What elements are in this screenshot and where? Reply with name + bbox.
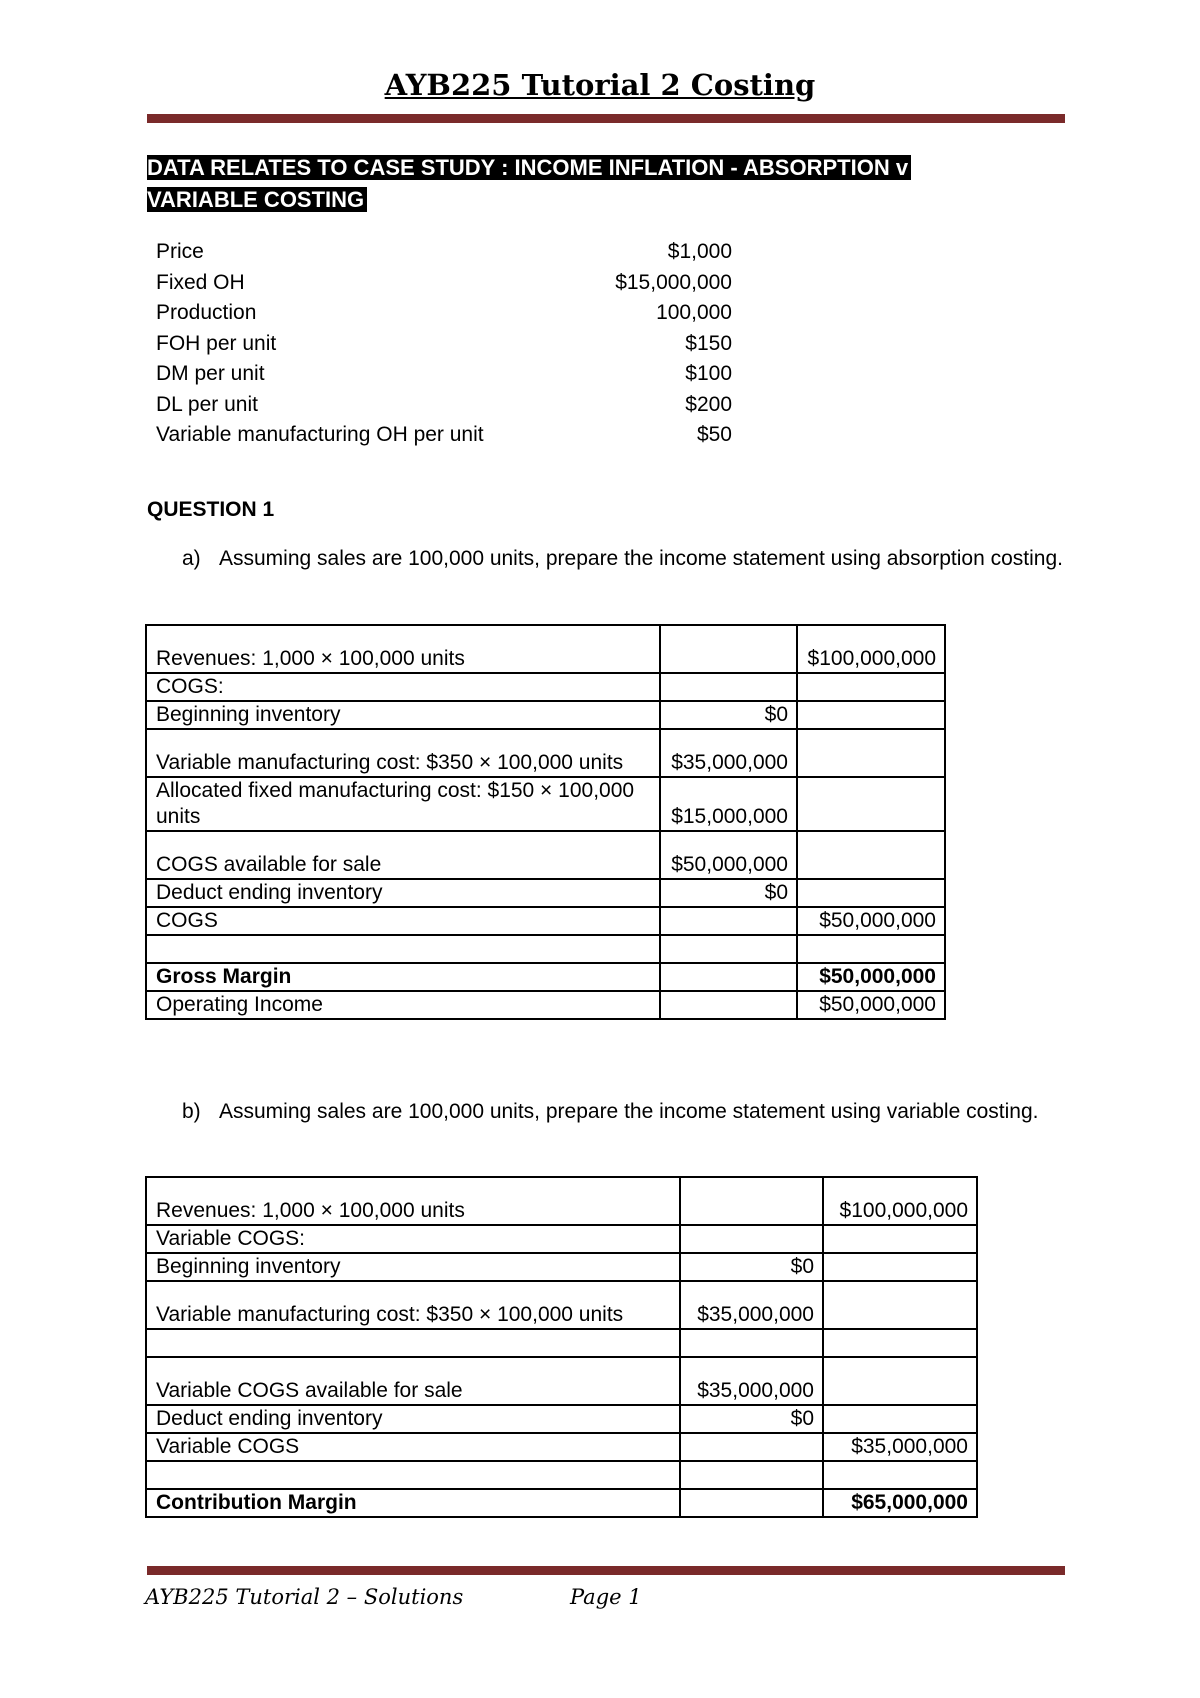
data-label: DL per unit bbox=[156, 392, 258, 416]
data-value: $100 bbox=[685, 362, 732, 385]
subtotal-cell bbox=[660, 935, 797, 963]
table-row bbox=[146, 701, 945, 729]
absorption-income-statement bbox=[145, 624, 946, 1020]
page-title bbox=[0, 66, 1200, 104]
table-row bbox=[146, 1357, 977, 1405]
row-label-cell: Gross Margin bbox=[146, 963, 660, 991]
subtotal-cell: $35,000,000 bbox=[660, 729, 797, 777]
data-value: 100,000 bbox=[656, 301, 732, 324]
data-row-dm-per-unit bbox=[156, 359, 732, 390]
part-a-text: Assuming sales are 100,000 units, prepare the income statement using absorption costing. bbox=[219, 547, 1063, 570]
banner-line-1: DATA RELATES TO CASE STUDY : INCOME INFLATION - ABSORPTION v bbox=[147, 155, 911, 180]
data-row-fixed-oh bbox=[156, 268, 732, 299]
total-cell bbox=[797, 701, 945, 729]
data-row-price bbox=[156, 237, 732, 268]
subtotal-cell: $0 bbox=[660, 701, 797, 729]
row-label-cell: COGS available for sale bbox=[146, 831, 660, 879]
row-label-cell: Revenues: 1,000 × 100,000 units bbox=[146, 1177, 680, 1225]
total-cell: $50,000,000 bbox=[797, 963, 945, 991]
header-rule bbox=[147, 114, 1065, 123]
table-row bbox=[146, 1225, 977, 1253]
row-label-cell: Variable manufacturing cost: $350 × 100,000 units bbox=[146, 729, 660, 777]
row-label-cell: Beginning inventory bbox=[146, 1253, 680, 1281]
banner-line-2: VARIABLE COSTING bbox=[147, 187, 367, 212]
data-row-dl-per-unit bbox=[156, 390, 732, 421]
data-row-foh-per-unit bbox=[156, 329, 732, 360]
subtotal-cell bbox=[680, 1433, 823, 1461]
subtotal-cell: $35,000,000 bbox=[680, 1281, 823, 1329]
subtotal-cell bbox=[660, 963, 797, 991]
table-row bbox=[146, 625, 945, 673]
row-label-cell: Deduct ending inventory bbox=[146, 1405, 680, 1433]
table-row bbox=[146, 1405, 977, 1433]
table-row bbox=[146, 1433, 977, 1461]
footer-title: AYB225 Tutorial 2 – Solutions bbox=[145, 1585, 464, 1609]
subtotal-cell bbox=[680, 1461, 823, 1489]
total-cell: $35,000,000 bbox=[823, 1433, 977, 1461]
subtotal-cell bbox=[680, 1489, 823, 1517]
row-label-cell: Variable COGS: bbox=[146, 1225, 680, 1253]
data-label: Production bbox=[156, 301, 257, 324]
question-part-a bbox=[182, 544, 1079, 573]
row-label-cell bbox=[146, 935, 660, 963]
total-cell bbox=[823, 1461, 977, 1489]
data-label: Variable manufacturing OH per unit bbox=[156, 423, 484, 446]
table-row bbox=[146, 879, 945, 907]
row-label-cell bbox=[146, 1461, 680, 1489]
row-label-cell: Variable COGS available for sale bbox=[146, 1357, 680, 1405]
data-row-production bbox=[156, 298, 732, 329]
subtotal-cell: $50,000,000 bbox=[660, 831, 797, 879]
total-cell: $100,000,000 bbox=[823, 1177, 977, 1225]
row-label-cell: Variable manufacturing cost: $350 × 100,000 units bbox=[146, 1281, 680, 1329]
table-row bbox=[146, 1329, 977, 1357]
table-row bbox=[146, 831, 945, 879]
total-cell: $50,000,000 bbox=[797, 991, 945, 1019]
subtotal-cell bbox=[660, 625, 797, 673]
part-a-letter: a) bbox=[182, 547, 201, 570]
total-cell bbox=[823, 1405, 977, 1433]
row-label-cell: Variable COGS bbox=[146, 1433, 680, 1461]
subtotal-cell bbox=[660, 907, 797, 935]
table-row bbox=[146, 907, 945, 935]
row-label-cell: COGS: bbox=[146, 673, 660, 701]
total-cell bbox=[797, 935, 945, 963]
total-cell: $50,000,000 bbox=[797, 907, 945, 935]
table-row bbox=[146, 1489, 977, 1517]
total-cell bbox=[797, 879, 945, 907]
subtotal-cell bbox=[660, 991, 797, 1019]
absorption-statement-body bbox=[146, 625, 945, 1019]
subtotal-cell bbox=[660, 673, 797, 701]
part-b-text: Assuming sales are 100,000 units, prepare the income statement using variable costing. bbox=[219, 1100, 1039, 1123]
subtotal-cell: $0 bbox=[680, 1253, 823, 1281]
data-value: $150 bbox=[685, 331, 732, 355]
table-row bbox=[146, 963, 945, 991]
row-label-cell: Operating Income bbox=[146, 991, 660, 1019]
subtotal-cell bbox=[680, 1225, 823, 1253]
total-cell bbox=[823, 1253, 977, 1281]
row-label-cell: Revenues: 1,000 × 100,000 units bbox=[146, 625, 660, 673]
data-value: $200 bbox=[685, 392, 732, 416]
page-title-text: AYB225 Tutorial 2 Costing bbox=[384, 68, 816, 102]
footer-rule bbox=[147, 1566, 1065, 1575]
case-study-banner bbox=[147, 152, 911, 216]
table-row bbox=[146, 1461, 977, 1489]
subtotal-cell: $0 bbox=[680, 1405, 823, 1433]
data-list bbox=[156, 237, 732, 451]
data-row-variable-oh bbox=[156, 420, 732, 451]
data-value: $1,000 bbox=[667, 240, 732, 263]
question-1-heading: QUESTION 1 bbox=[147, 498, 275, 521]
question-part-b bbox=[182, 1097, 1079, 1126]
table-row bbox=[146, 991, 945, 1019]
variable-income-statement bbox=[145, 1176, 978, 1518]
subtotal-cell bbox=[680, 1177, 823, 1225]
row-label-cell: Allocated fixed manufacturing cost: $150 × 100,000 units bbox=[146, 777, 660, 831]
total-cell bbox=[823, 1357, 977, 1405]
total-cell bbox=[797, 673, 945, 701]
page-number: Page 1 bbox=[570, 1585, 642, 1609]
variable-statement-body bbox=[146, 1177, 977, 1517]
data-value: $50 bbox=[696, 423, 732, 446]
subtotal-cell: $0 bbox=[660, 879, 797, 907]
table-row bbox=[146, 673, 945, 701]
data-label: FOH per unit bbox=[156, 331, 277, 355]
total-cell bbox=[797, 729, 945, 777]
data-label: DM per unit bbox=[156, 362, 265, 385]
table-row bbox=[146, 935, 945, 963]
table-row bbox=[146, 1281, 977, 1329]
total-cell bbox=[823, 1329, 977, 1357]
data-label: Fixed OH bbox=[156, 270, 245, 294]
subtotal-cell bbox=[680, 1329, 823, 1357]
row-label-cell: Contribution Margin bbox=[146, 1489, 680, 1517]
subtotal-cell: $35,000,000 bbox=[680, 1357, 823, 1405]
part-b-letter: b) bbox=[182, 1100, 201, 1123]
table-row bbox=[146, 729, 945, 777]
subtotal-cell: $15,000,000 bbox=[660, 777, 797, 831]
row-label-cell bbox=[146, 1329, 680, 1357]
data-value: $15,000,000 bbox=[615, 270, 732, 294]
table-row bbox=[146, 1177, 977, 1225]
total-cell bbox=[823, 1225, 977, 1253]
table-row bbox=[146, 777, 945, 831]
data-label: Price bbox=[156, 240, 204, 263]
table-row bbox=[146, 1253, 977, 1281]
total-cell bbox=[797, 777, 945, 831]
row-label-cell: Deduct ending inventory bbox=[146, 879, 660, 907]
row-label-cell: COGS bbox=[146, 907, 660, 935]
total-cell bbox=[797, 831, 945, 879]
total-cell bbox=[823, 1281, 977, 1329]
total-cell: $100,000,000 bbox=[797, 625, 945, 673]
total-cell: $65,000,000 bbox=[823, 1489, 977, 1517]
row-label-cell: Beginning inventory bbox=[146, 701, 660, 729]
